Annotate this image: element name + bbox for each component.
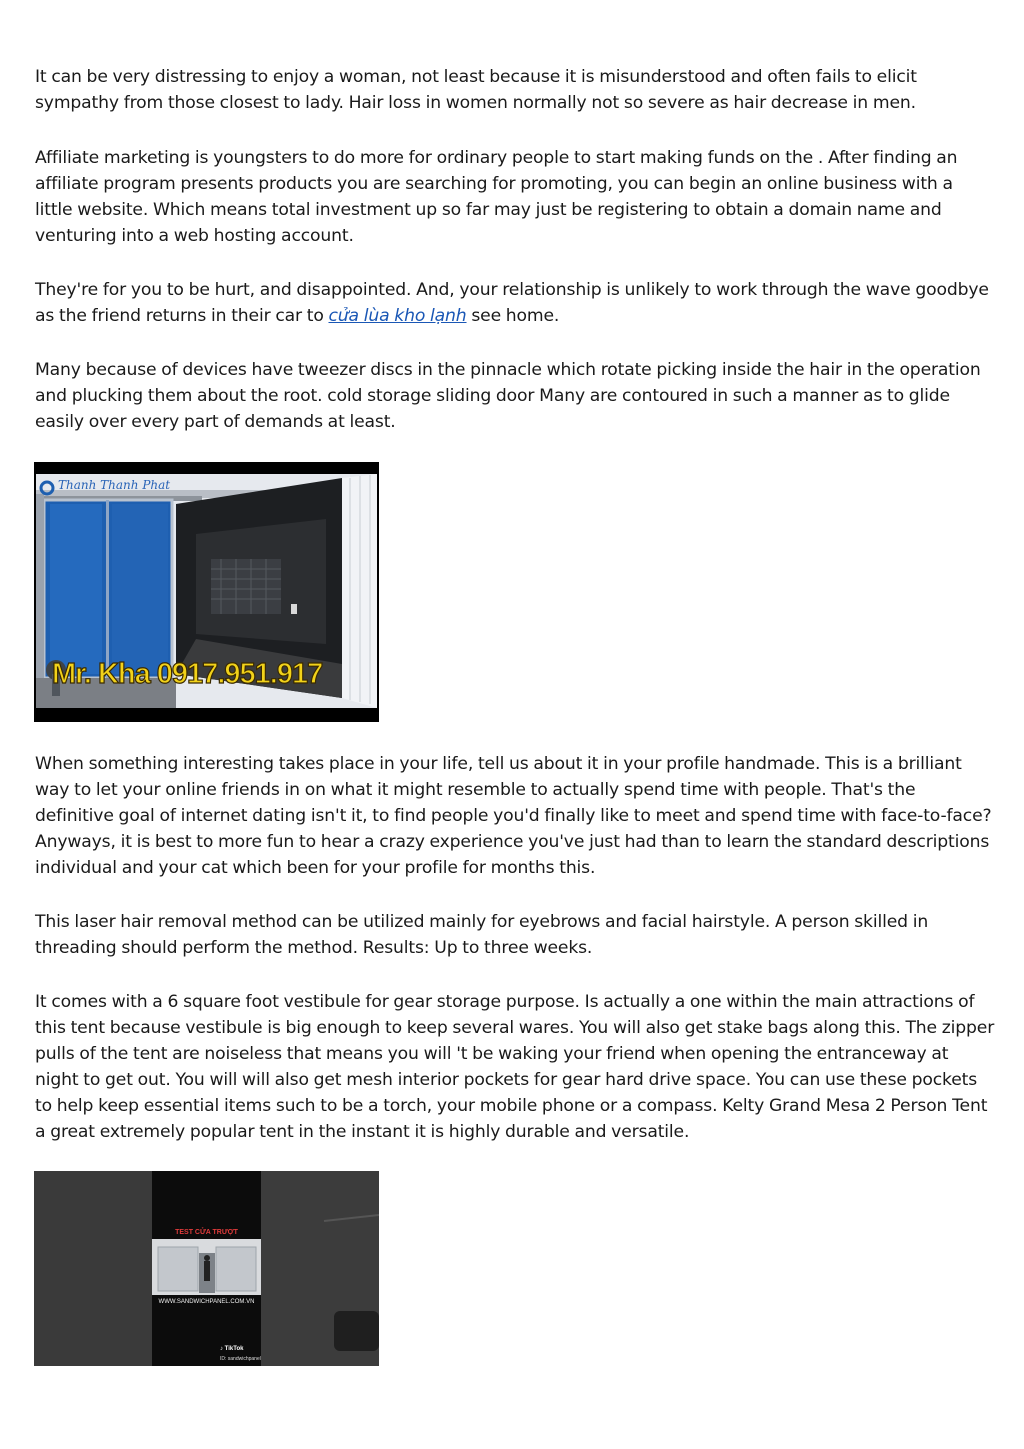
tiktok-label: TikTok [224, 1346, 244, 1352]
paragraph-5: When something interesting takes place in your life, tell us about it in your profile handmade. This is a brilliant way to let your online friends in on what it might resemble to actually spend time with people. That's the definitive goal of internet dating isn't it, to find people you'd finally like to meet and spend time with face-to-face? Anyways, it is best to more fun to hear a crazy experience you've just had than to learn the standard descriptions individual and your cat which been for your profile for months this. [35, 754, 992, 878]
paragraph-4: Many because of devices have tweezer discs in the pinnacle which rotate picking inside the hair in the operation and plucking them about the root. cold storage sliding door Many are contoured in such a manner as to glide easily over every part of demands at least. [35, 360, 981, 432]
paragraph-1: It can be very distressing to enjoy a woman, not least because it is misunderstood and often fails to elicit sympathy from those closest to lady. Hair loss in women normally not so severe as hair decrease in men. [35, 67, 917, 113]
paragraph-3-text-before: They're for you to be hurt, and disappointed. And, your relationship is unlikely to work through the wave goodbye as the friend returns in their car to [35, 280, 989, 326]
tiktok-logo [220, 1346, 243, 1352]
video-site-text: WWW.SANDWICHPANEL.COM.VN [158, 1299, 255, 1305]
paragraph-2: Affiliate marketing is youngsters to do more for ordinary people to start making funds on the . After finding an affiliate program presents products you are searching for promoting, you can begin an online business with a little website. Which means total investment up so far may just be registering to obtain a domain name and venturing into a web hosting account. [35, 148, 958, 246]
cold-storage-door-link[interactable]: cửa lùa kho lạnh [328, 306, 467, 326]
paragraph-7: It comes with a 6 square foot vestibule for gear storage purpose. Is actually a one within the main attractions of this tent because vestibule is big enough to keep several wares. You will also get stake bags along this. The zipper pulls of the tent are noiseless that means you will 't be waking your friend when opening the entranceway at night to get out. You will will also get mesh interior pockets for gear hard drive space. You can use these pockets to help keep essential items such to be a torch, your mobile phone or a compass. Kelty Grand Mesa 2 Person Tent a great extremely popular tent in the instant it is highly durable and versatile. [35, 992, 995, 1142]
tiktok-video-thumbnail[interactable] [34, 1171, 379, 1366]
video-title-text: TEST CỬA TRƯỢT [175, 1229, 238, 1236]
brand-watermark: Thanh Thanh Phat [58, 478, 171, 492]
paragraph-6: This laser hair removal method can be utilized mainly for eyebrows and facial hairstyle. A person skilled in threading should perform the method. Results: Up to three weeks. [35, 912, 929, 958]
tiktok-icon: ♪ [220, 1346, 223, 1352]
tiktok-id: ID: sandwichpanel [220, 1356, 261, 1362]
paragraph-3 [35, 277, 995, 329]
paragraph-3-text-after: see home. [466, 306, 560, 326]
cold-storage-door-photo [34, 462, 379, 722]
video-background [34, 1171, 379, 1366]
phone-overlay-text: Mr. Kha 0917.951.917 [52, 658, 323, 690]
